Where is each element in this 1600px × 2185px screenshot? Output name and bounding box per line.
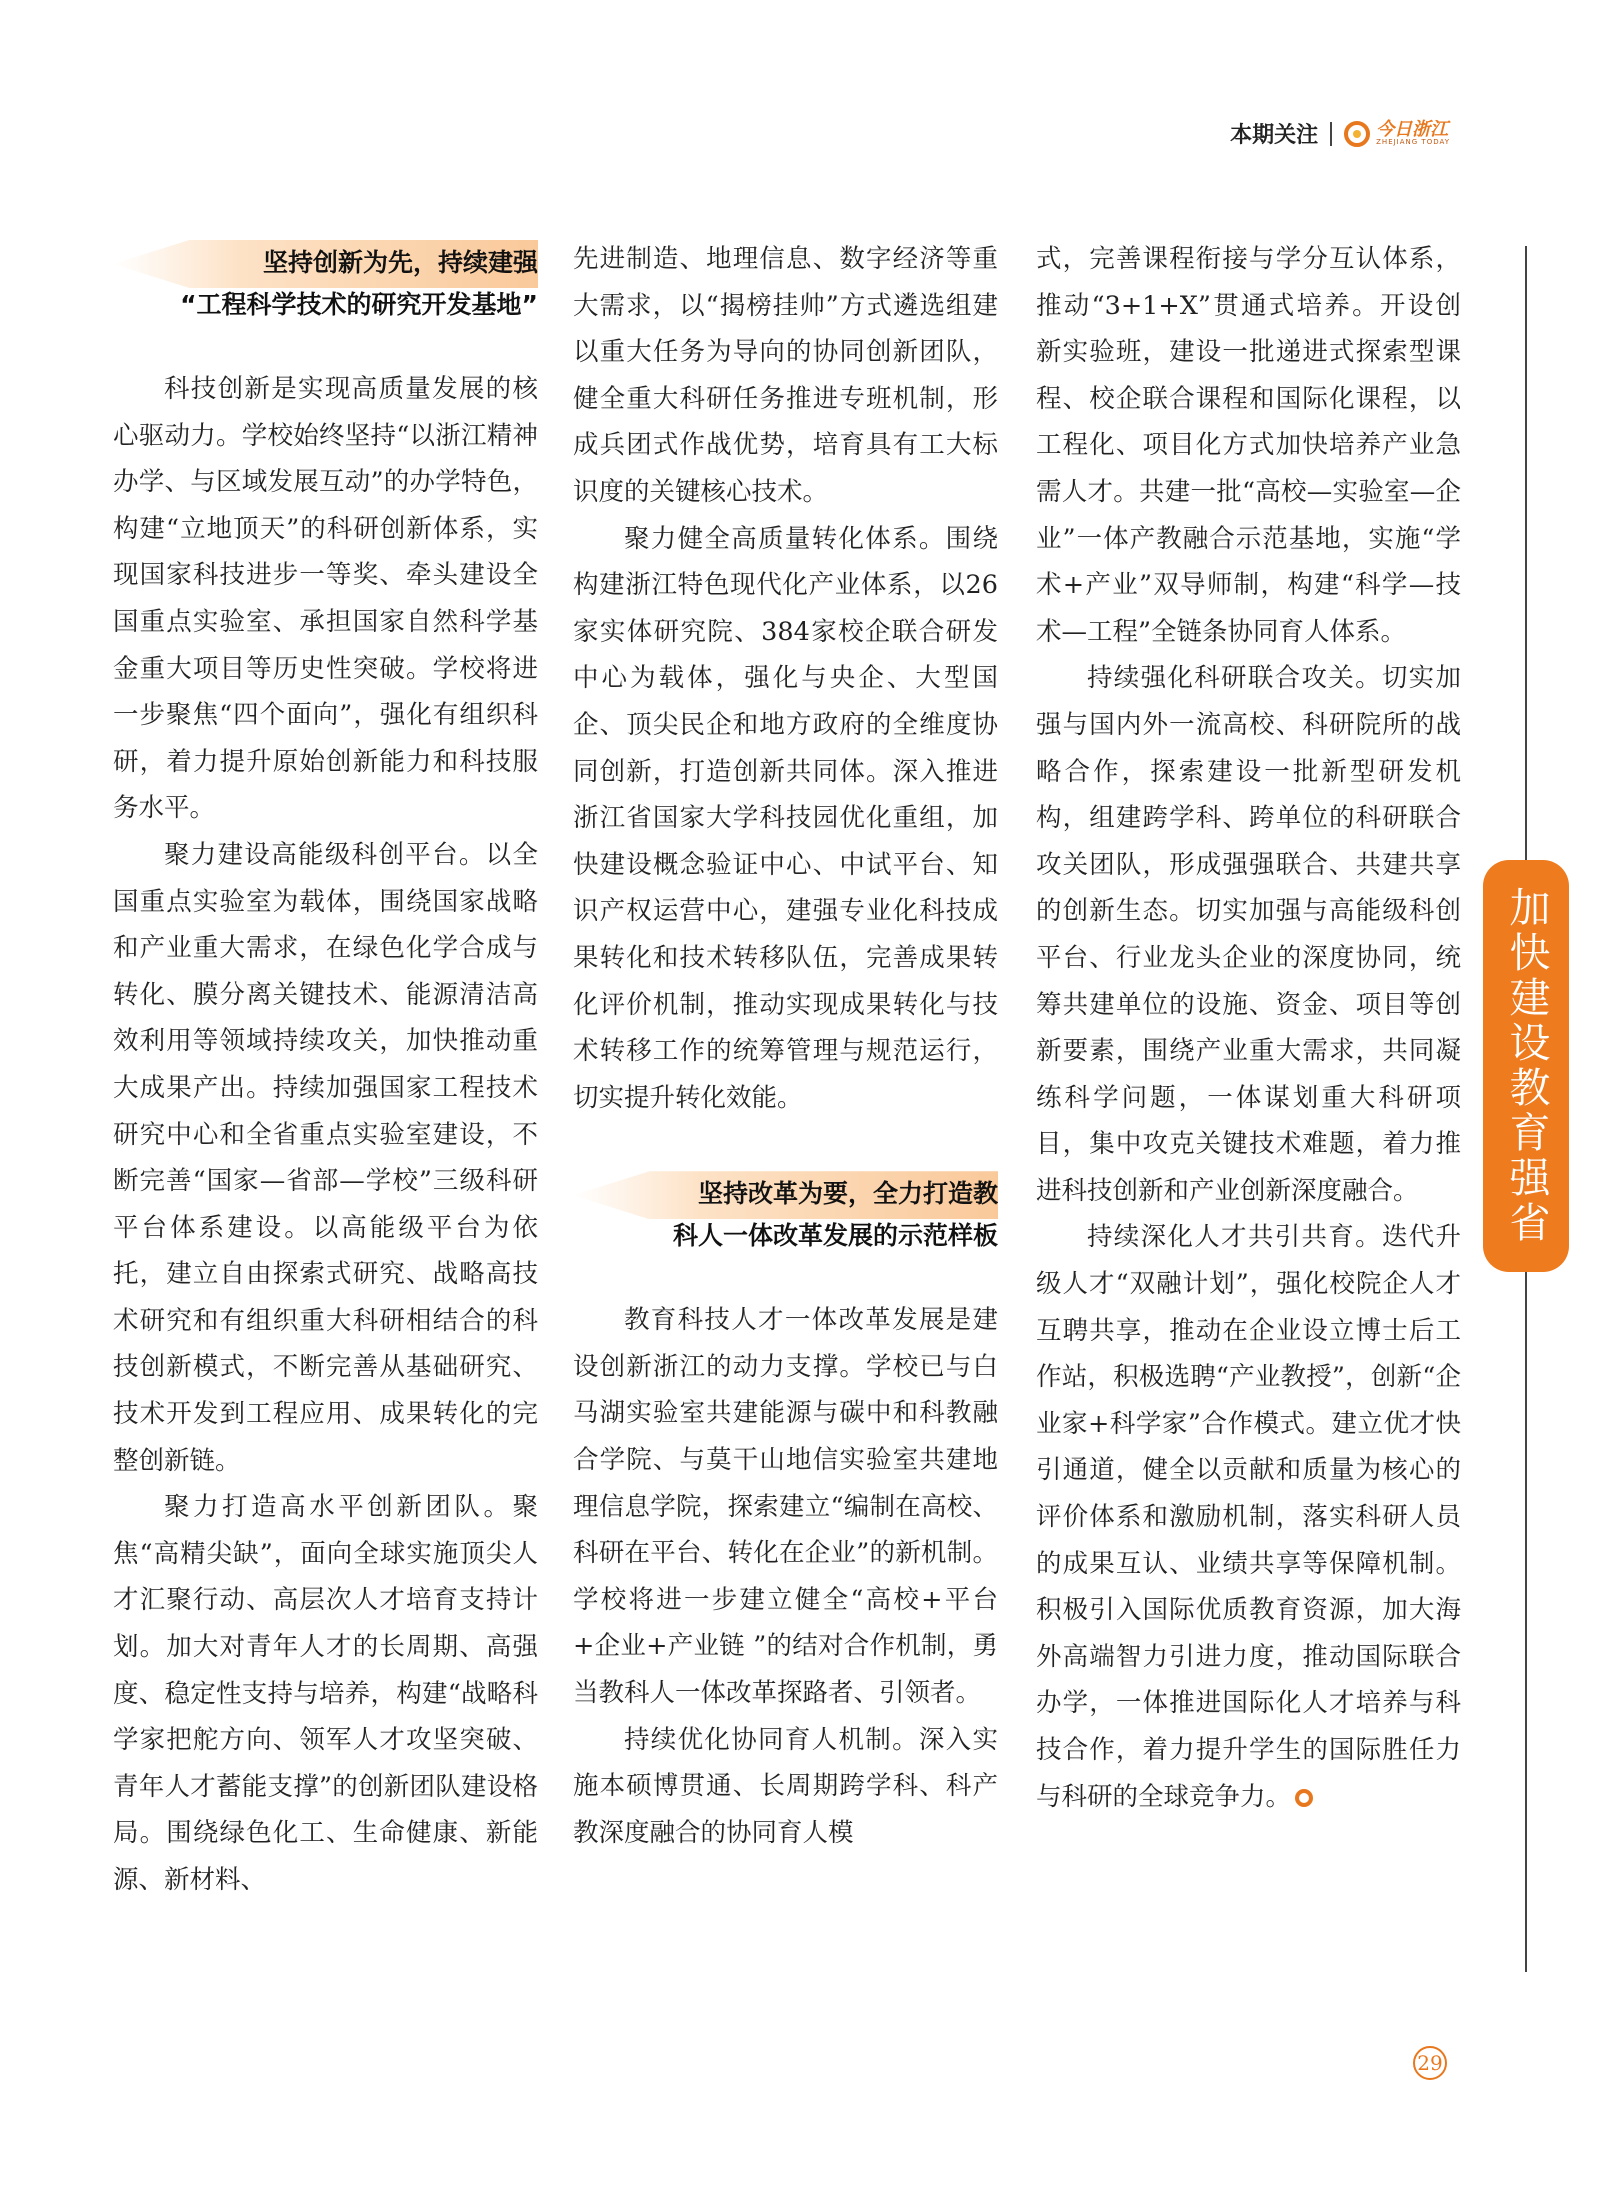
column-2 <box>573 236 998 1856</box>
page-header <box>1230 118 1450 149</box>
paragraph: 科技创新是实现高质量发展的核心驱动力。学校始终坚持“以浙江精神办学、与区域发展互动”的办学特色，构建“立地顶天”的科研创新体系，实现国家科技进步一等奖、牵头建设全国重点实验室、承担国家自然科学基金重大项目等历史性突破。学校将进一步聚焦“四个面向”，强化有组织科研，着力提升原始创新能力和科技服务水平。 <box>113 374 538 824</box>
end-mark-icon <box>1295 1789 1313 1807</box>
paragraph: 聚力建设高能级科创平台。以全国重点实验室为载体，围绕国家战略和产业重大需求，在绿色化学合成与转化、膜分离关键技术、能源清洁高效利用等领域持续攻关，加快推动重大成果产出。持续加强国家工程技术研究中心和全省重点实验室建设，不断完善“国家—省部—学校”三级科研平台体系建设。以高能级平台为依托，建立自由探索式研究、战略高技术研究和有组织重大科研相结合的科技创新模式，不断完善从基础研究、技术开发到工程应用、成果转化的完整创新链。 <box>113 839 538 1476</box>
paragraph: 聚力健全高质量转化体系。围绕构建浙江特色现代化产业体系，以26家实体研究院、384家校企联合研发中心为载体，强化与央企、大型国企、顶尖民企和地方政府的全维度协同创新，打造创新共同体。深入推进浙江省国家大学科技园优化重组，加快建设概念验证中心、中试平台、知识产权运营中心，建强专业化科技成果转化和技术转移队伍，完善成果转化评价机制，推动实现成果转化与技术转移工作的统筹管理与规范运行，切实提升转化效能。 <box>573 523 998 1113</box>
magazine-logo <box>1344 121 1450 147</box>
paragraph: 先进制造、地理信息、数字经济等重大需求，以“揭榜挂帅”方式遴选组建以重大任务为导向的协同创新团队，健全重大科研任务推进专班机制，形成兵团式作战优势，培育具有工大标识度的关键核心技术。 <box>573 244 998 507</box>
page-number: 29 <box>1413 2046 1447 2080</box>
paragraph: 教育科技人才一体改革发展是建设创新浙江的动力支撑。学校已与白马湖实验室共建能源与碳中和科教融合学院、与莫干山地信实验室共建地理信息学院，探索建立“编制在高校、科研在平台、转化在企业”的新机制。学校将进一步建立健全“高校+平台+企业+产业链 ”的结对合作机制，勇当教科人一体改革探路者、引领者。 <box>573 1305 998 1709</box>
column-3 <box>1036 236 1461 1820</box>
paragraph: 式，完善课程衔接与学分互认体系，推动“3+1+X”贯通式培养。开设创新实验班，建设一批递进式探索型课程、校企联合课程和国际化课程，以工程化、项目化方式加快培养产业急需人才。共建一批“高校—实验室—企业”一体产教融合示范基地，实施“学术+产业”双导师制，构建“科学—技术—工程”全链条协同育人体系。 <box>1036 244 1461 647</box>
logo-name: 今日浙江 <box>1376 119 1449 140</box>
logo-icon <box>1344 121 1370 147</box>
side-topic-tab: 加快建设教育强省 <box>1483 860 1569 1272</box>
logo-english: ZHEJIANG TODAY <box>1376 138 1450 146</box>
section-label: 本期关注 <box>1230 123 1319 148</box>
paragraph: 持续深化人才共引共育。迭代升级人才“双融计划”，强化校院企人才互聘共享，推动在企业设立博士后工作站，积极选聘“产业教授”，创新“企业家+科学家”合作模式。建立优才快引通道，健全以贡献和质量为核心的评价体系和激励机制，落实科研人员的成果互认、业绩共享等保障机制。积极引入国际优质教育资源，加大海外高端智力引进力度，推动国际联合办学，一体推进国际化人才培养与科技合作，着力提升学生的国际胜任力与科研的全球竞争力。 <box>1036 1222 1461 1812</box>
side-rule-bottom <box>1525 1272 1527 1972</box>
paragraph: 聚力打造高水平创新团队。聚焦“高精尖缺”，面向全球实施顶尖人才汇聚行动、高层次人才培育支持计划。加大对青年人才的长周期、高强度、稳定性支持与培养，构建“战略科学家把舵方向、领军人才攻坚突破、青年人才蓄能支撑”的创新团队建设格局。围绕绿色化工、生命健康、新能源、新材料、 <box>113 1492 538 1895</box>
side-rule-top <box>1525 246 1527 860</box>
column-1 <box>113 236 538 1904</box>
header-divider <box>1330 122 1332 146</box>
paragraph: 持续强化科研联合攻关。切实加强与国内外一流高校、科研院所的战略合作，探索建设一批新型研发机构，组建跨学科、跨单位的科研联合攻关团队，形成强强联合、共建共享的创新生态。切实加强与高能级科创平台、行业龙头企业的深度协同，统筹共建单位的设施、资金、项目等创新要素，围绕产业重大需求，共同凝练科学问题，一体谋划重大科研项目，集中攻克关键技术难题，着力推进科技创新和产业创新深度融合。 <box>1036 663 1461 1206</box>
section-heading-innovation: 坚持创新为先，持续建强 “工程科学技术的研究开发基地” <box>113 236 538 332</box>
section-heading-reform: 坚持改革为要，全力打造教 科人一体改革发展的示范样板 <box>573 1167 998 1263</box>
paragraph: 持续优化协同育人机制。深入实施本硕博贯通、长周期跨学科、科产教深度融合的协同育人模 <box>573 1724 998 1848</box>
